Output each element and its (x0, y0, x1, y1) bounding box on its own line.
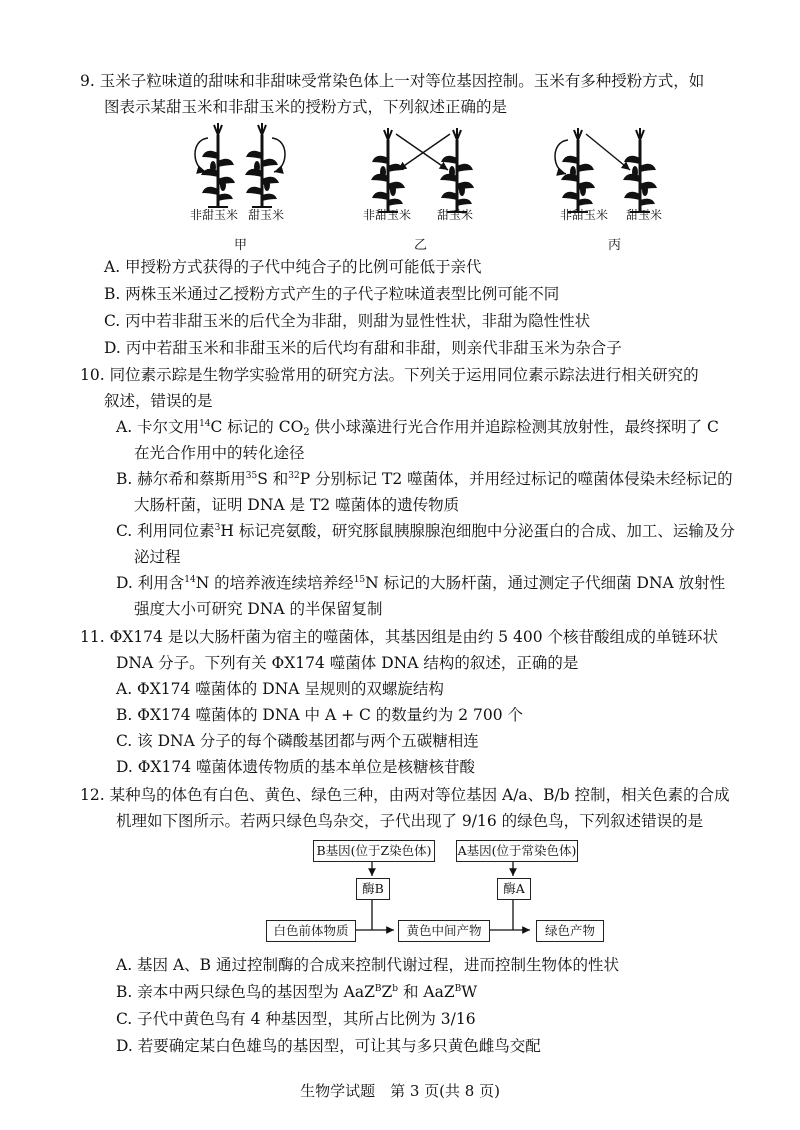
q9-stem-line-1: 9. 玉米子粒味道的甜味和非甜味受常染色体上一对等位基因控制。玉米有多种授粉方式，如 (80, 72, 705, 90)
q10-option-c-line-1: C. 利用同位素$^3$H 标记亮氨酸，研究豚鼠胰腺腺泡细胞中分泌蛋白的合成、加工、运输及分 (116, 522, 735, 540)
q12-stem-line-1: 12. 某种鸟的体色有白色、黄色、绿色三种，由两对等位基因 A/a、B/b 控制，相关色素的合成 (80, 786, 730, 804)
white-precursor-box: 白色前体物质 (266, 920, 356, 942)
green-product-box: 绿色产物 (536, 920, 604, 942)
label-bing-sweet: 甜玉米 (626, 208, 663, 222)
yellow-intermediate-box: 黄色中间产物 (398, 920, 490, 942)
panel-label-yi: 乙 (414, 238, 428, 253)
q11-stem-line-2: DNA 分子。下列有关 ΦX174 噬菌体 DNA 结构的叙述，正确的是 (116, 654, 579, 672)
gene-b-box: B基因(位于Z染色体) (313, 840, 435, 862)
enzyme-b-box: 酶B (356, 878, 390, 900)
q11-option-b: B. ΦX174 噬菌体的 DNA 中 A + C 的数量约为 2 700 个 (116, 706, 524, 724)
q10-option-a-line-1: A. 卡尔文用$^{14}$C 标记的 $CO_2$ 供小球藻进行光合作用并追踪检测其放射性，最终探明了 C (116, 418, 719, 438)
q9-option-c: C. 丙中若非甜玉米的后代全为非甜，则甜为显性性状，非甜为隐性性状 (104, 312, 591, 330)
q10-stem-line-1: 10. 同位素示踪是生物学实验常用的研究方法。下列关于运用同位素示踪法进行相关研究的 (80, 366, 699, 384)
q9-option-d: D. 丙中若甜玉米和非甜玉米的后代均有甜和非甜，则亲代非甜玉米为杂合子 (104, 339, 622, 357)
page-footer: 生物学试题 第 3 页(共 8 页) (300, 1082, 500, 1100)
q11-option-c: C. 该 DNA 分子的每个磷酸基团都与两个五碳糖相连 (116, 732, 479, 750)
label-yi-sweet: 甜玉米 (437, 208, 474, 222)
q11-option-a: A. ΦX174 噬菌体的 DNA 呈规则的双螺旋结构 (116, 680, 444, 698)
label-yi-nonsweet: 非甜玉米 (363, 208, 412, 222)
q9-option-b: B. 两株玉米通过乙授粉方式产生的子代子粒味道表型比例可能不同 (104, 285, 560, 303)
panel-label-bing: 丙 (608, 238, 622, 253)
label-jia-nonsweet: 非甜玉米 (190, 208, 239, 222)
q10-option-d-line-1: D. 利用含$^{14}$N 的培养液连续培养经$^{15}$N 标记的大肠杆菌，通过测定子代细菌 DNA 放射性 (116, 574, 726, 592)
gene-a-box: A基因(位于常染色体) (456, 840, 578, 862)
enzyme-a-box: 酶A (497, 878, 531, 900)
q11-option-d: D. ΦX174 噬菌体遗传物质的基本单位是核糖核苷酸 (116, 758, 475, 776)
q9-option-a: A. 甲授粉方式获得的子代中纯合子的比例可能低于亲代 (104, 258, 482, 276)
q12-stem-line-2: 机理如下图所示。若两只绿色鸟杂交，子代出现了 9/16 的绿色鸟，下列叙述错误的是 (116, 812, 704, 830)
panel-label-jia: 甲 (234, 238, 248, 253)
q12-option-b: B. 亲本中两只绿色鸟的基因型为 $AaZ^BZ^b$ 和 AaZ$^B$W (116, 983, 478, 1001)
q12-option-a: A. 基因 A、B 通过控制酶的合成来控制代谢过程，进而控制生物体的性状 (116, 956, 619, 974)
q10-option-c-line-2: 泌过程 (134, 548, 181, 566)
q12-option-d: D. 若要确定某白色雄鸟的基因型，可让其与多只黄色雌鸟交配 (116, 1037, 541, 1055)
label-jia-sweet: 甜玉米 (248, 208, 285, 222)
q10-option-a-line-2: 在光合作用中的转化途径 (134, 444, 305, 462)
q11-stem-line-1: 11. ΦX174 是以大肠杆菌为宿主的噬菌体，其基因组是由约 5 400 个核苷酸组成的单链环状 (80, 628, 719, 646)
q9-stem-line-2: 图表示某甜玉米和非甜玉米的授粉方式，下列叙述正确的是 (104, 98, 508, 116)
label-bing-nonsweet: 非甜玉米 (560, 208, 609, 222)
q10-stem-line-2: 叙述，错误的是 (104, 392, 213, 410)
q10-option-b-line-2: 大肠杆菌，证明 DNA 是 T2 噬菌体的遗传物质 (134, 496, 460, 514)
q10-option-d-line-2: 强度大小可研究 DNA 的半保留复制 (134, 600, 383, 618)
q12-option-c: C. 子代中黄色鸟有 4 种基因型，其所占比例为 3/16 (116, 1010, 476, 1028)
q10-option-b-line-1: B. 赫尔希和蔡斯用$^{35}$S 和$^{32}$P 分别标记 T2 噬菌体，并用经过标记的噬菌体侵染未经标记的 (116, 470, 733, 488)
